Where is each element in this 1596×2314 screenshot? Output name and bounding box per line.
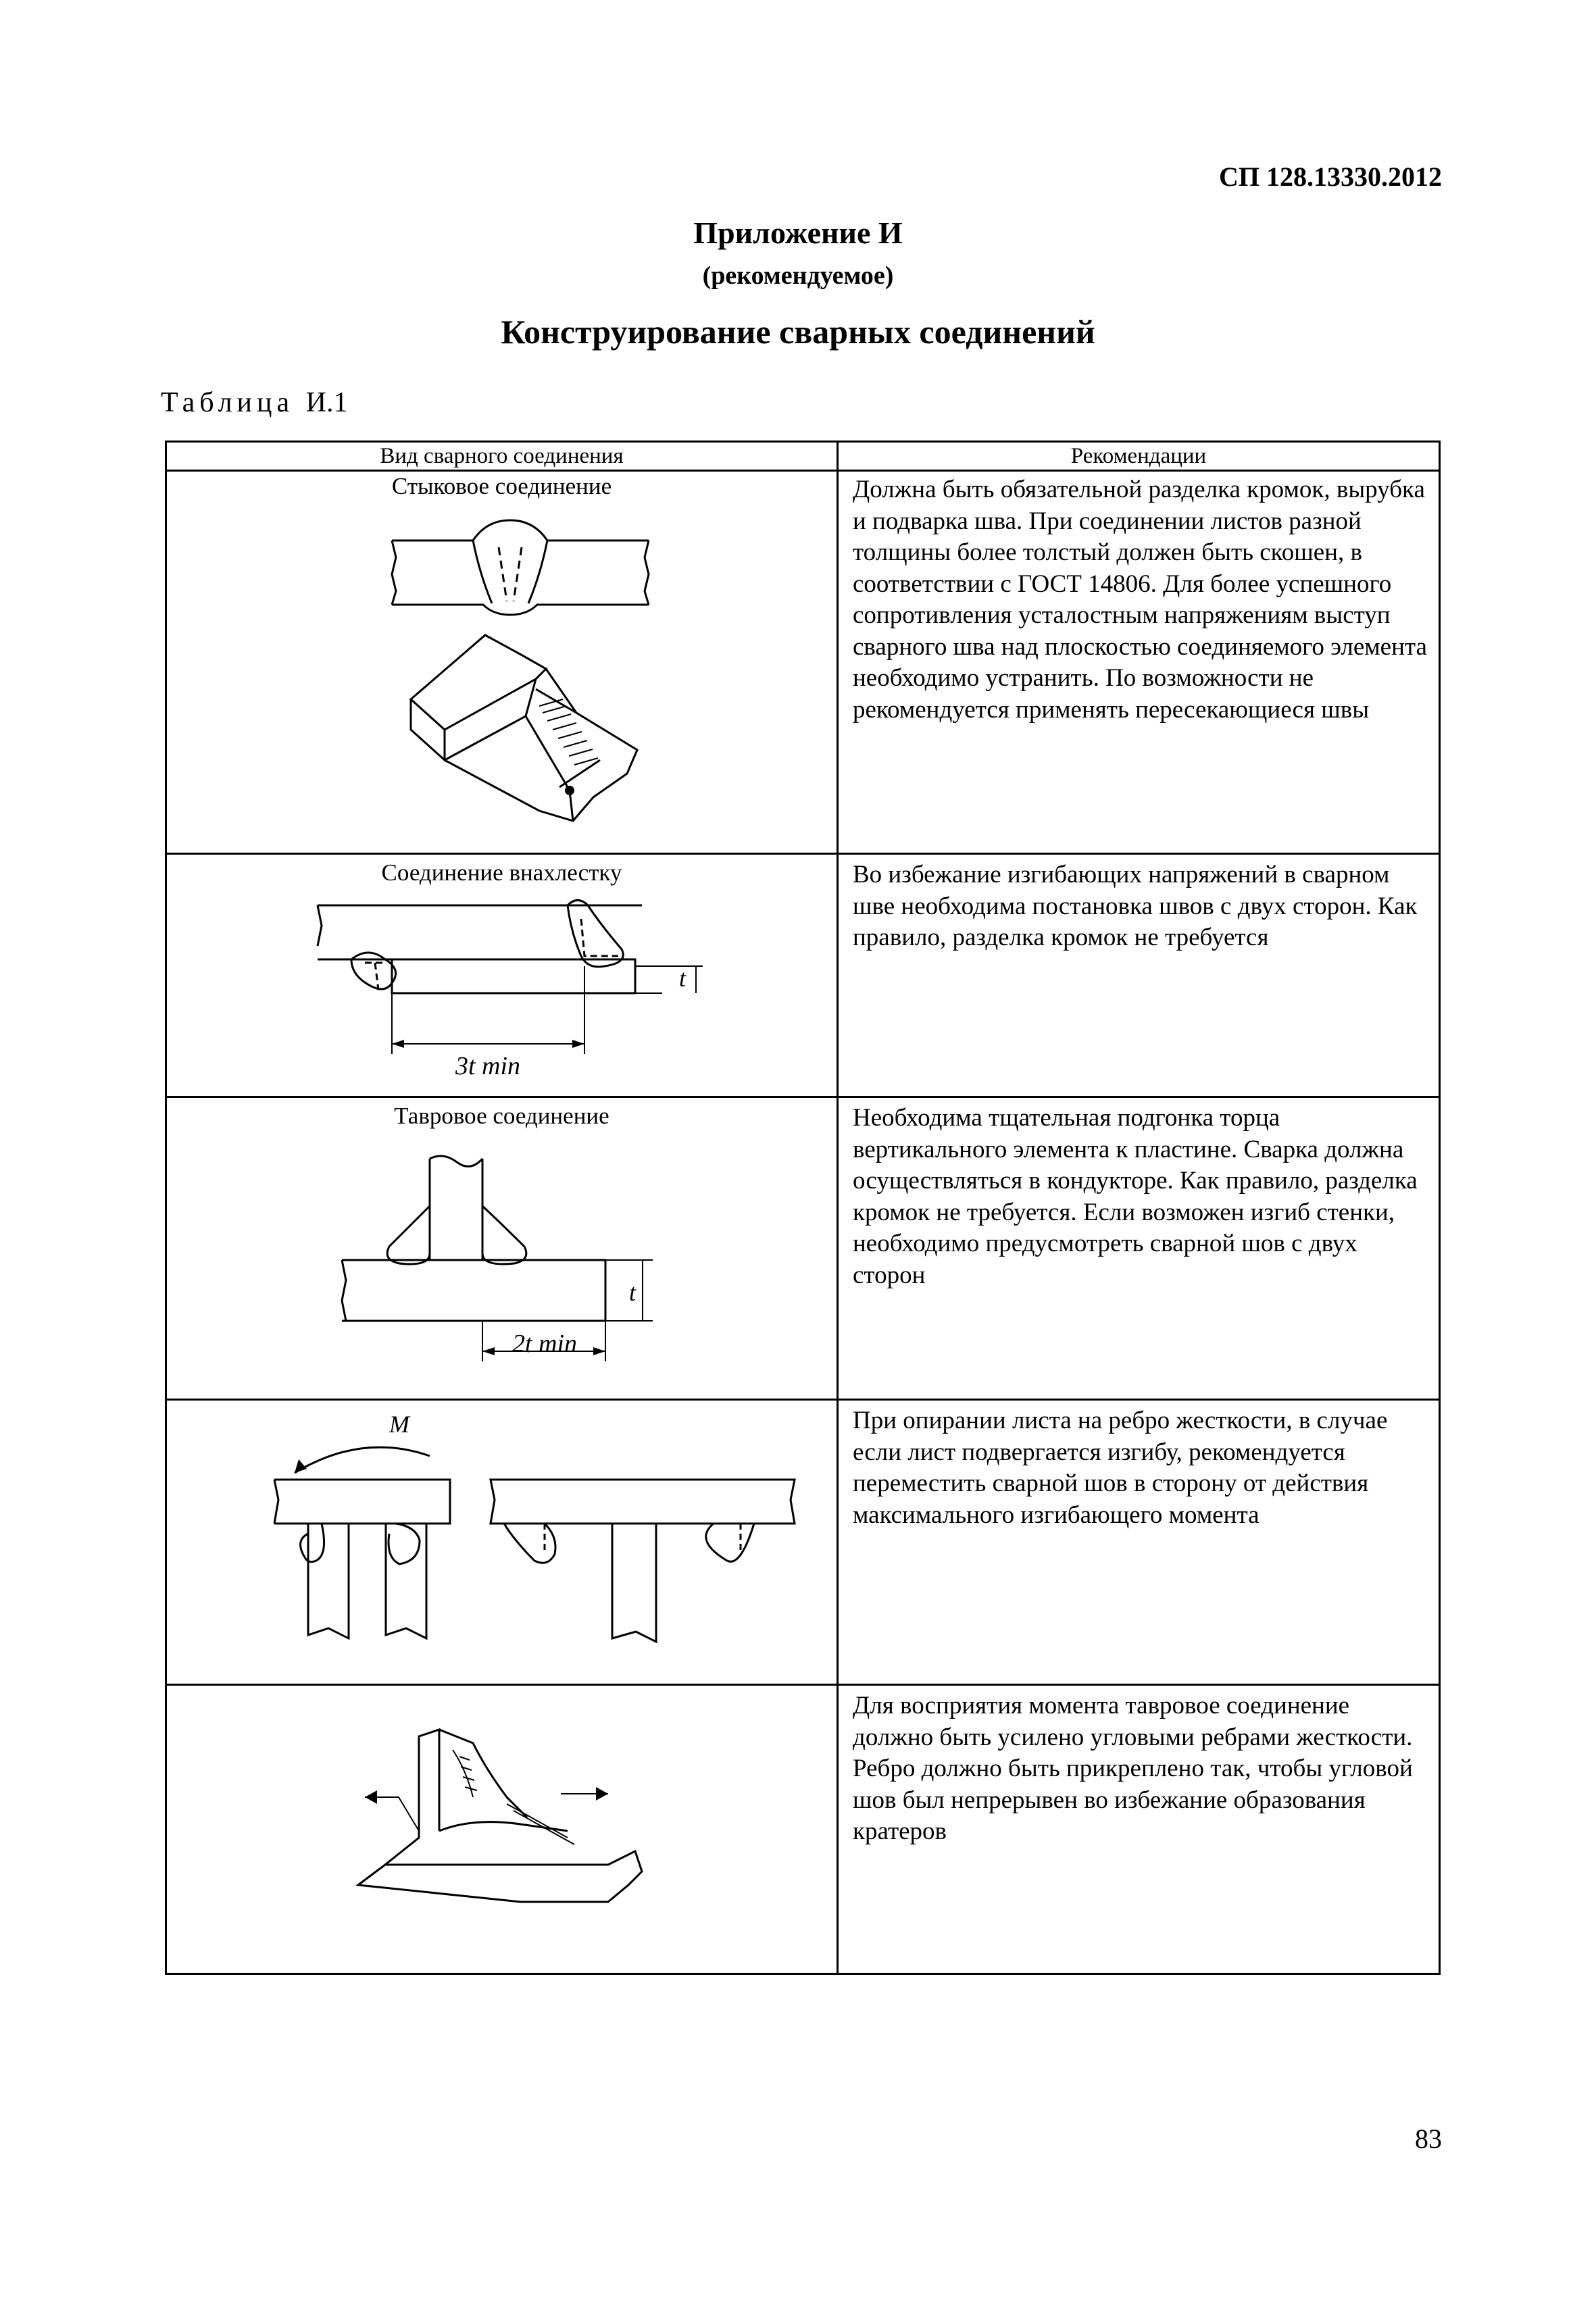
column-header-recommendations: Рекомендации: [1070, 444, 1207, 468]
appendix-subtitle: (рекомендуемое): [702, 261, 894, 290]
column-header-type: Вид сварного соединения: [380, 444, 624, 468]
row-recommendation-butt: Должна быть обязательной разделка кромок, вырубка и подварка шва. При соединении листов разной толщины более толстый должен быть скошен, в соответствии с ГОСТ 14806. Для более успешного сопротивления усталостным напряжениям выступ сварного шва над плоскостью соединяемого элемента необходимо устранить. По возможности не рекомендуется применять пересекающиеся швы: [853, 476, 1427, 724]
moment-label: M: [389, 1411, 409, 1438]
table-header-divider: [165, 470, 1441, 472]
row-recommendation-stiffener: При опирании листа на ребро жесткости, в случае если лист подвергается изгибу, рекомендуется переместить сварной шов в сторону от действия максимального изгибающего момента: [853, 1407, 1388, 1529]
stiffener-bending-figure: [268, 1405, 822, 1662]
table-row-divider: [165, 1399, 1441, 1401]
table-column-divider: [837, 441, 839, 1975]
butt-joint-section-figure: [378, 520, 662, 622]
page-number: 83: [1415, 2123, 1442, 2154]
row-recommendation-lap: Во избежание изгибающих напряжений в сварном шве необходима постановка швов с двух сторон. Как правило, разделка кромок не требуется: [853, 861, 1418, 951]
tee-dim-label: 2t min: [512, 1330, 578, 1358]
document-code: СП 128.13330.2012: [1219, 161, 1442, 192]
stiffened-tee-figure: [351, 1730, 703, 1905]
row-recommendation-ribs: Для восприятия момента тавровое соединение должно быть усилено угловыми ребрами жесткости. Ребро должно быть прикреплено так, чтобы угловой шов был непрерывен во избежание образования кратеров: [853, 1692, 1413, 1845]
tee-joint-figure: [335, 1152, 687, 1368]
table-row-divider: [165, 1684, 1441, 1686]
butt-joint-isometric-figure: [404, 628, 647, 824]
table-row-divider: [165, 1096, 1441, 1098]
tee-dim-t: t: [628, 1279, 637, 1306]
row-type-butt: Стыковое соединение: [391, 473, 612, 499]
table-caption: [161, 386, 347, 419]
table-caption-word: Таблица: [161, 387, 295, 418]
table-row-divider: [165, 853, 1441, 855]
lap-joint-figure: [311, 892, 730, 1095]
table-caption-number: И.1: [305, 387, 348, 418]
page-title: Конструирование сварных соединений: [501, 313, 1095, 351]
row-type-tee: Тавровое соединение: [394, 1103, 609, 1129]
appendix-title: Приложение И: [693, 216, 903, 250]
lap-dim-t: t: [678, 965, 687, 992]
lap-dim-label: 3t min: [455, 1052, 521, 1080]
row-type-lap: Соединение внахлестку: [381, 859, 622, 886]
row-recommendation-tee: Необходима тщательная подгонка торца вертикального элемента к пластине. Сварка должна осуществляться в кондукторе. Как правило, разделка кромок не требуется. Если возможен изгиб стенки, необходимо предусмотреть сварной шов с двух сторон: [853, 1104, 1418, 1289]
